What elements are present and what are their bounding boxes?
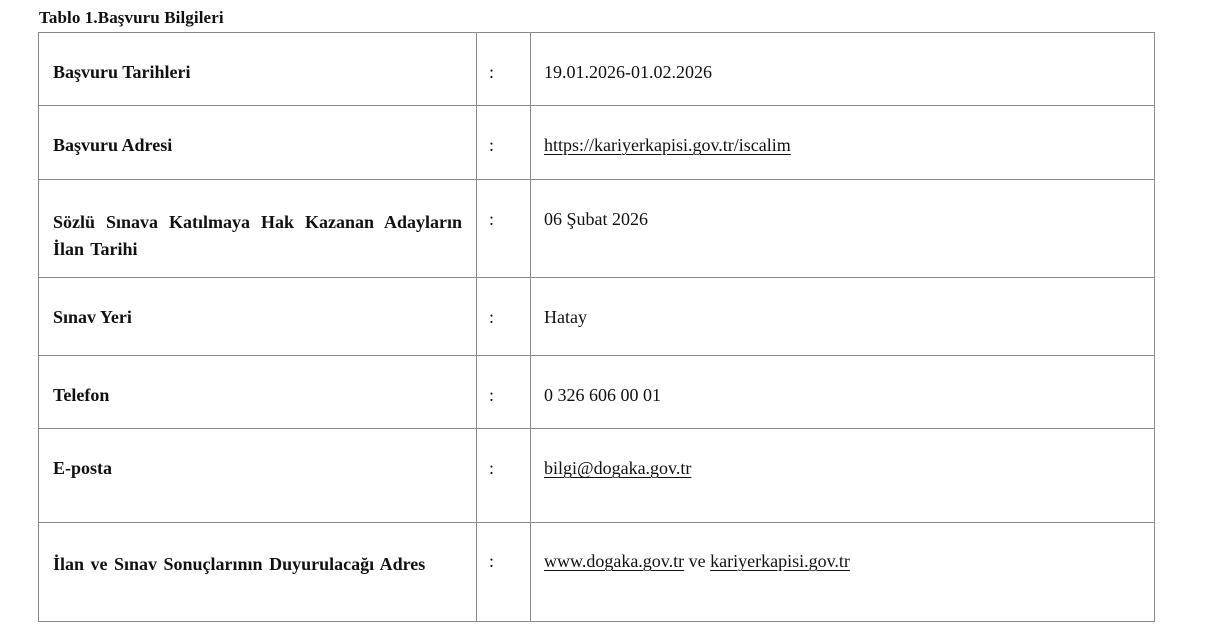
label-cell bbox=[39, 356, 477, 429]
table-row bbox=[39, 33, 1155, 106]
row-label: Telefon bbox=[53, 385, 110, 405]
value-cell bbox=[531, 429, 1155, 523]
value-cell bbox=[531, 180, 1155, 278]
table-row bbox=[39, 429, 1155, 523]
table-row bbox=[39, 106, 1155, 180]
label-cell bbox=[39, 429, 477, 523]
separator-colon: : bbox=[488, 209, 494, 229]
colon-cell bbox=[477, 33, 531, 106]
row-value: 0 326 606 00 01 bbox=[544, 385, 661, 405]
colon-cell bbox=[477, 356, 531, 429]
colon-cell bbox=[477, 523, 531, 622]
table-row bbox=[39, 523, 1155, 622]
row-value: 19.01.2026-01.02.2026 bbox=[544, 62, 712, 82]
separator-colon: : bbox=[488, 135, 494, 155]
table-row bbox=[39, 356, 1155, 429]
row-value: 06 Şubat 2026 bbox=[544, 209, 649, 229]
row-label: E-posta bbox=[53, 458, 113, 478]
label-cell bbox=[39, 523, 477, 622]
career-portal-link[interactable]: kariyerkapisi.gov.tr bbox=[710, 551, 850, 571]
row-label: Sınav Yeri bbox=[53, 307, 132, 327]
row-label: İlan ve Sınav Sonuçlarının Duyurulacağı Adres bbox=[53, 554, 426, 574]
value-cell bbox=[531, 356, 1155, 429]
separator-colon: : bbox=[488, 62, 494, 82]
colon-cell bbox=[477, 429, 531, 523]
value-cell bbox=[531, 33, 1155, 106]
value-cell bbox=[531, 278, 1155, 356]
separator-colon: : bbox=[488, 551, 494, 571]
website-link[interactable]: www.dogaka.gov.tr bbox=[544, 551, 685, 571]
email-link[interactable]: bilgi@dogaka.gov.tr bbox=[544, 458, 692, 478]
table-caption: Tablo 1.Başvuru Bilgileri bbox=[39, 8, 224, 27]
label-cell bbox=[39, 33, 477, 106]
row-value: Hatay bbox=[544, 307, 587, 327]
separator-colon: : bbox=[488, 458, 494, 478]
value-cell bbox=[531, 106, 1155, 180]
label-cell bbox=[39, 180, 477, 278]
table-row bbox=[39, 180, 1155, 278]
table-row bbox=[39, 278, 1155, 356]
colon-cell bbox=[477, 106, 531, 180]
label-cell bbox=[39, 278, 477, 356]
value-cell bbox=[531, 523, 1155, 622]
colon-cell bbox=[477, 278, 531, 356]
row-label: Başvuru Adresi bbox=[53, 135, 173, 155]
row-label: Sözlü Sınava Katılmaya Hak Kazanan Adayların İlan Tarihi bbox=[53, 212, 462, 259]
application-address-link[interactable]: https://kariyerkapisi.gov.tr/iscalim bbox=[544, 135, 791, 155]
label-cell bbox=[39, 106, 477, 180]
row-label: Başvuru Tarihleri bbox=[53, 62, 191, 82]
application-info-table bbox=[38, 32, 1155, 622]
colon-cell bbox=[477, 180, 531, 278]
separator-colon: : bbox=[488, 385, 494, 405]
connector-text: ve bbox=[684, 551, 711, 571]
separator-colon: : bbox=[488, 307, 494, 327]
